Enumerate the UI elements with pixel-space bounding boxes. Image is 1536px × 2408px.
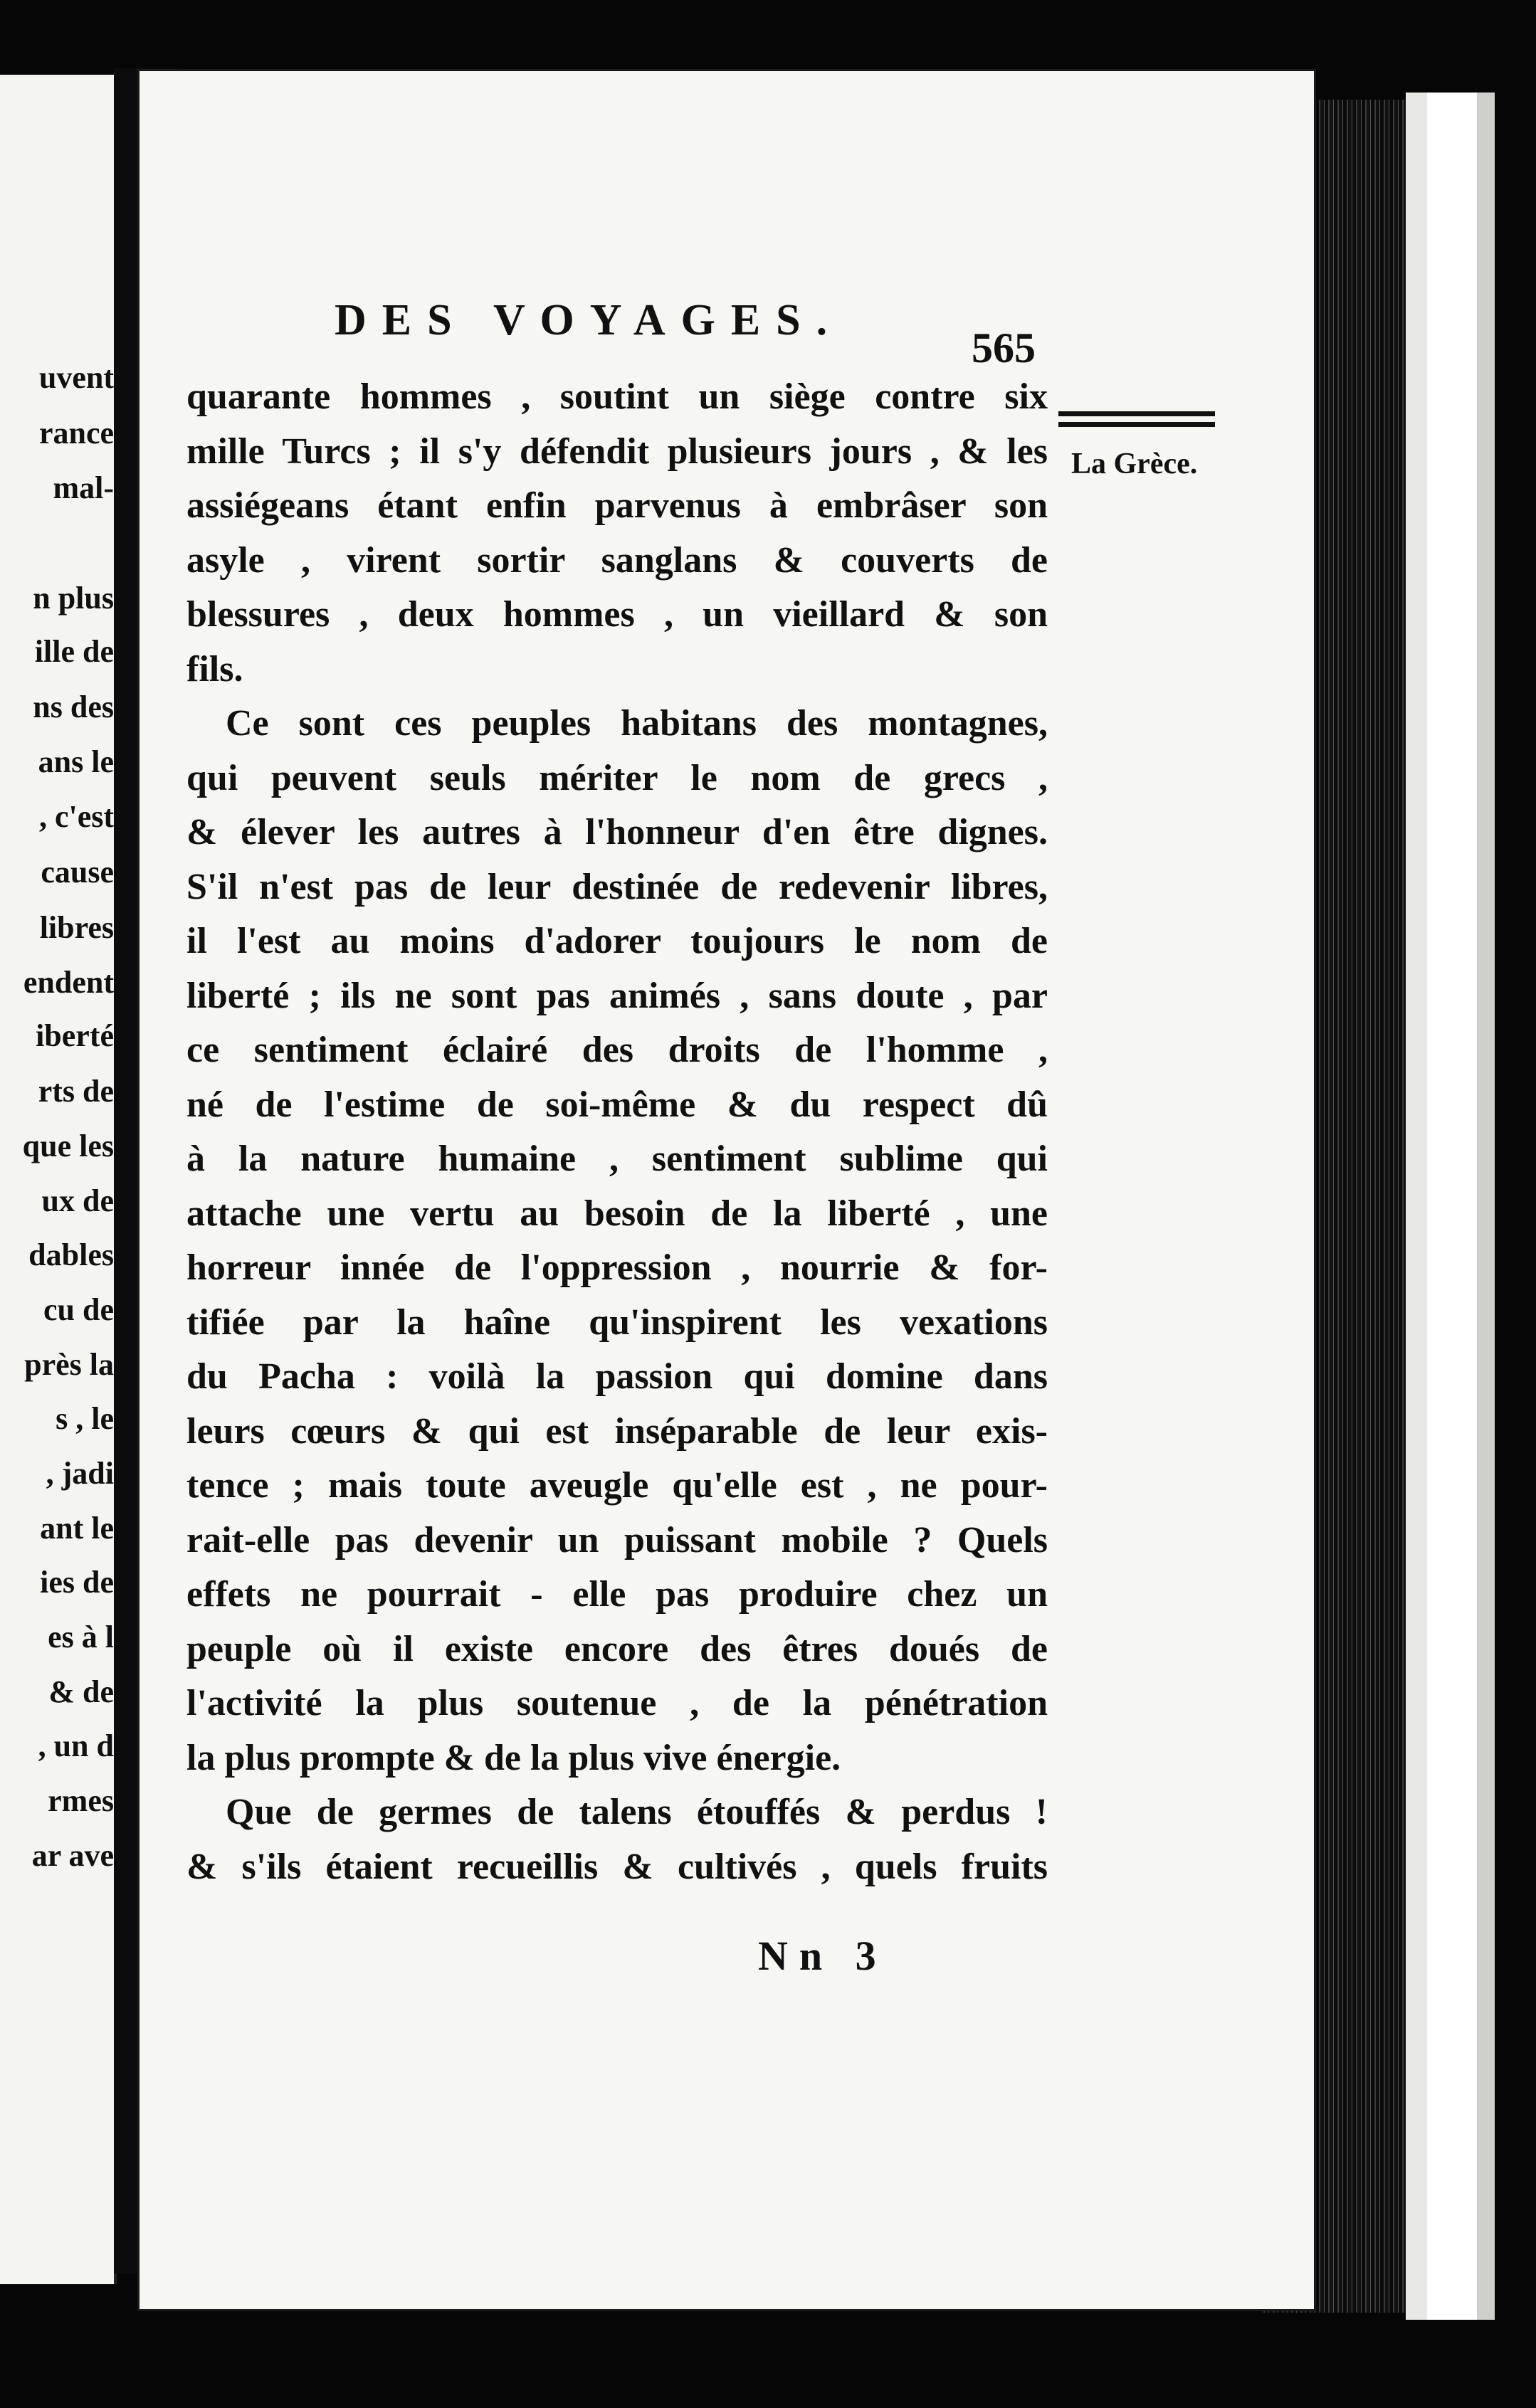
left-page-fragment: ans le: [38, 744, 114, 779]
left-page-fragment: ar ave: [31, 1838, 114, 1873]
left-page-fragment: & de: [48, 1674, 114, 1709]
text-line: du Pacha : voilà la passion qui domine dans: [186, 1356, 1048, 1397]
left-page-fragment: ns des: [33, 690, 114, 724]
left-page-fragment: , c'est: [38, 799, 114, 834]
page-edges-light: [1406, 93, 1495, 2320]
left-page-fragment: n plus: [33, 581, 114, 616]
text-line: qui peuvent seuls mériter le nom de grecs ,: [186, 757, 1048, 798]
marginal-note: La Grèce.: [1071, 448, 1198, 480]
marginal-rule: [1058, 411, 1215, 427]
text-line: tence ; mais toute aveugle qu'elle est , ne pour-: [186, 1465, 1048, 1506]
text-line: l'activité la plus soutenue , de la pénétration: [186, 1683, 1048, 1723]
left-page-fragment: s , le: [56, 1401, 114, 1436]
text-line: à la nature humaine , sentiment sublime qui: [186, 1139, 1048, 1179]
text-line: S'il n'est pas de leur destinée de redevenir libres,: [186, 866, 1048, 907]
text-line: assiégeans étant enfin parvenus à embrâser son: [186, 485, 1048, 526]
text-line: asyle , virent sortir sanglans & couverts de: [186, 539, 1048, 581]
left-page-fragment: es à l: [48, 1620, 114, 1654]
left-page-fragment: endent: [23, 965, 114, 1000]
left-page-fragment: , jadi: [46, 1456, 114, 1491]
left-page-fragment: , un d: [38, 1728, 114, 1763]
left-page-fragment: iberté: [36, 1018, 114, 1053]
text-line: effets ne pourrait - elle pas produire chez un: [186, 1574, 1048, 1615]
text-line: rait-elle pas devenir un puissant mobile ? Quels: [186, 1519, 1048, 1561]
text-line: leurs cœurs & qui est inséparable de leur exis-: [186, 1410, 1048, 1452]
running-title: DES VOYAGES.: [335, 296, 843, 344]
left-page-fragment: cause: [41, 855, 114, 889]
page-number: 565: [972, 324, 1036, 371]
left-page-fragment: ille de: [34, 634, 114, 669]
text-line: quarante hommes , soutint un siège contre six: [186, 376, 1048, 417]
text-line: fils.: [186, 648, 243, 690]
text-line: horreur innée de l'oppression , nourrie & for-: [186, 1247, 1048, 1288]
text-line: & élever les autres à l'honneur d'en être dignes.: [186, 812, 1048, 852]
left-page-fragment: uvent: [38, 360, 114, 395]
left-page-fragment: ant le: [40, 1511, 114, 1546]
signature-mark: Nn 3: [758, 1933, 888, 1979]
left-page-fragment: mal-: [53, 470, 114, 505]
text-line: Que de germes de talens étouffés & perdus !: [226, 1792, 1048, 1832]
left-page-fragment: que les: [22, 1129, 114, 1163]
text-line: peuple où il existe encore des êtres doués de: [186, 1628, 1048, 1669]
left-page-fragment: libres: [39, 910, 114, 945]
text-line: attache une vertu au besoin de la liberté , une: [186, 1193, 1048, 1234]
text-line: né de l'estime de soi-même & du respect dû: [186, 1084, 1048, 1125]
left-page-fragment: ies de: [40, 1565, 114, 1600]
text-line: la plus prompte & de la plus vive énergie.: [186, 1737, 841, 1778]
left-page-fragment: ux de: [41, 1183, 114, 1218]
text-line: blessures , deux hommes , un vieillard & son: [186, 594, 1048, 635]
left-page-fragment: cu de: [43, 1292, 114, 1327]
text-line: tifiée par la haîne qu'inspirent les vexations: [186, 1301, 1048, 1343]
text-line: & s'ils étaient recueillis & cultivés , quels fruits: [186, 1846, 1048, 1887]
left-page-fragment: rance: [38, 416, 114, 450]
text-line: mille Turcs ; il s'y défendit plusieurs jours , & les: [186, 431, 1048, 472]
text-line: ce sentiment éclairé des droits de l'homme ,: [186, 1030, 1048, 1070]
left-page-fragment: rmes: [48, 1783, 114, 1818]
left-page-fragment: rts de: [38, 1074, 114, 1109]
left-page: [0, 75, 117, 2284]
text-line: Ce sont ces peuples habitans des montagnes,: [226, 703, 1048, 744]
left-page-fragment: dables: [28, 1237, 114, 1272]
text-line: liberté ; ils ne sont pas animés , sans doute , par: [186, 975, 1048, 1016]
text-line: il l'est au moins d'adorer toujours le nom de: [186, 921, 1048, 961]
left-page-fragment: près la: [24, 1347, 114, 1382]
